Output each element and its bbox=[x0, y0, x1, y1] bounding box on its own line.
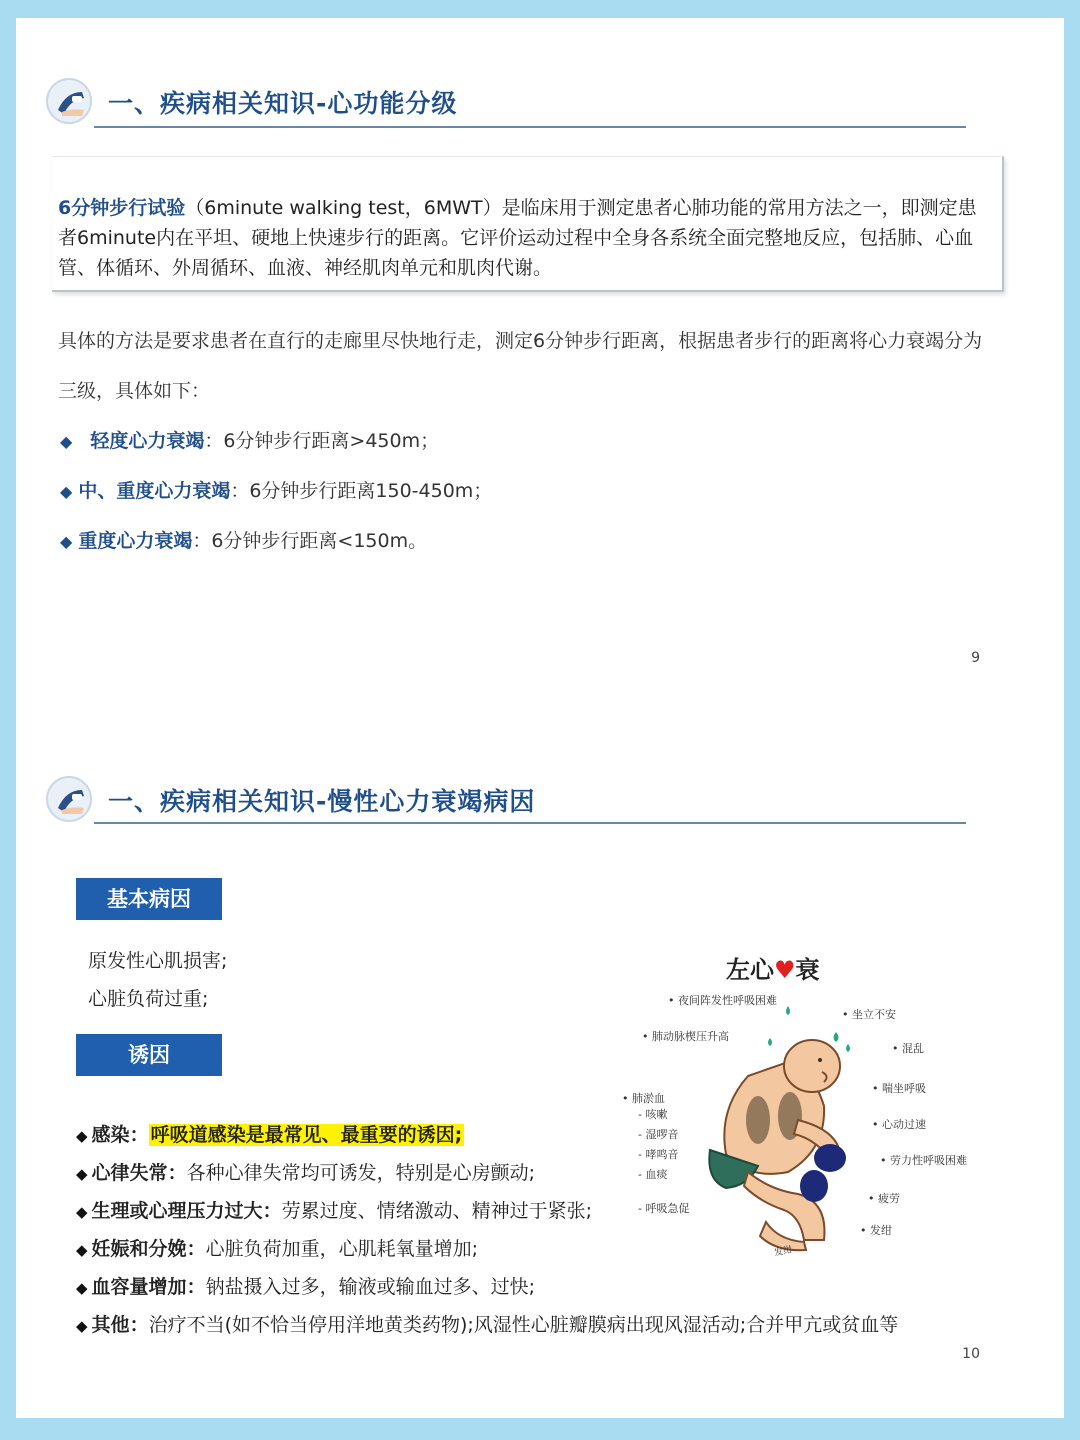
symptom-label: 发绀 bbox=[773, 1245, 794, 1259]
symptom-label: - 血痰 bbox=[638, 1168, 668, 1181]
title-underline bbox=[94, 126, 966, 128]
trigger-item-stress: ◆ 生理或心理压力过大：劳累过度、情绪激动、精神过于紧张; bbox=[76, 1200, 592, 1222]
slide-chronic-heart-failure-causes bbox=[16, 718, 1064, 1418]
diamond-bullet-icon: ◆ bbox=[76, 1279, 88, 1297]
slide-title: 一、疾病相关知识-慢性心力衰竭病因 bbox=[108, 787, 536, 816]
diamond-bullet-icon: ◆ bbox=[76, 1127, 88, 1145]
symptom-label: - 哮鸣音 bbox=[638, 1148, 679, 1161]
page-number: 9 bbox=[971, 650, 980, 666]
symptom-label: • 肺淤血 bbox=[622, 1092, 665, 1105]
page-number: 10 bbox=[962, 1346, 980, 1362]
basic-cause-item: 心脏负荷过重; bbox=[88, 988, 209, 1010]
diamond-bullet-icon: ◆ bbox=[76, 1203, 88, 1221]
header-logo-icon bbox=[46, 776, 92, 822]
diamond-bullet-icon: ◆ bbox=[76, 1165, 88, 1183]
slide-heart-function-grading bbox=[16, 18, 1064, 708]
left-heart-failure-illustration bbox=[598, 940, 967, 1260]
illustration-title: 左心♥衰 bbox=[726, 956, 820, 984]
intro-body: （6minute walking test，6MWT）是临床用于测定患者心肺功能的常用方法之一，即测定患者6minute内在平坦、硬地上快速步行的距离。它评价运动过程中全身各系统全面完整地反应，包括肺、心血管、体循环、外周循环、血液、神经肌肉单元和肌肉代谢。 bbox=[58, 197, 977, 279]
title-underline bbox=[94, 822, 966, 824]
grade-item-mild: ◆ 轻度心力衰竭：6分钟步行距离>450m； bbox=[60, 430, 440, 452]
basic-cause-label: 基本病因 bbox=[76, 878, 222, 920]
symptom-label: - 呼吸急促 bbox=[638, 1202, 690, 1215]
intro-text-box bbox=[52, 156, 1004, 292]
symptom-label: • 夜间阵发性呼吸困难 bbox=[668, 994, 777, 1007]
grade-item-severe: ◆ 重度心力衰竭：6分钟步行距离<150m。 bbox=[60, 530, 428, 552]
header-logo-icon bbox=[46, 78, 92, 124]
slide-title: 一、疾病相关知识-心功能分级 bbox=[108, 89, 458, 118]
trigger-item-pregnancy: ◆ 妊娠和分娩：心脏负荷加重，心肌耗氧量增加; bbox=[76, 1238, 478, 1260]
trigger-item-arrhythmia: ◆ 心律失常：各种心律失常均可诱发，特别是心房颤动; bbox=[76, 1162, 535, 1184]
basic-cause-item: 原发性心肌损害; bbox=[88, 950, 228, 972]
trigger-item-blood-volume: ◆ 血容量增加：钠盐摄入过多，输液或输血过多、过快; bbox=[76, 1276, 535, 1298]
symptom-label: • 疲劳 bbox=[868, 1192, 900, 1205]
trigger-item-other: ◆ 其他：治疗不当(如不恰当停用洋地黄类药物);风湿性心脏瓣膜病出现风湿活动;合并甲亢或贫血等 bbox=[76, 1314, 899, 1336]
symptom-label: - 湿啰音 bbox=[638, 1128, 679, 1141]
symptom-label: • 发绀 bbox=[860, 1224, 892, 1237]
term-6mwt: 6分钟步行试验 bbox=[58, 197, 186, 219]
diamond-bullet-icon: ◆ bbox=[60, 432, 73, 451]
symptom-label: • 混乱 bbox=[892, 1042, 924, 1055]
method-line-1: 具体的方法是要求患者在直行的走廊里尽快地行走，测定6分钟步行距离，根据患者步行的距离将心力衰竭分为 bbox=[58, 330, 983, 352]
diamond-bullet-icon: ◆ bbox=[76, 1241, 88, 1259]
method-line-2: 三级，具体如下： bbox=[58, 380, 211, 402]
symptom-label: • 坐立不安 bbox=[842, 1008, 896, 1021]
heart-icon: ♥ bbox=[774, 956, 796, 984]
page-sheet bbox=[16, 18, 1064, 1418]
diamond-bullet-icon: ◆ bbox=[60, 532, 73, 551]
symptom-label: • 喘坐呼吸 bbox=[872, 1082, 926, 1095]
diamond-bullet-icon: ◆ bbox=[76, 1317, 88, 1335]
diamond-bullet-icon: ◆ bbox=[60, 482, 73, 501]
highlighted-text: 呼吸道感染是最常见、最重要的诱因; bbox=[150, 1124, 463, 1146]
trigger-item-infection: ◆ 感染： 呼吸道感染是最常见、最重要的诱因; bbox=[76, 1124, 463, 1146]
symptom-label: • 肺动脉楔压升高 bbox=[642, 1030, 729, 1043]
symptom-label: • 劳力性呼吸困难 bbox=[880, 1154, 967, 1167]
symptom-label: - 咳嗽 bbox=[638, 1108, 668, 1121]
grade-item-moderate: ◆ 中、重度心力衰竭：6分钟步行距离150-450m； bbox=[60, 480, 493, 502]
symptom-label: • 心动过速 bbox=[872, 1118, 926, 1131]
trigger-label: 诱因 bbox=[76, 1034, 222, 1076]
